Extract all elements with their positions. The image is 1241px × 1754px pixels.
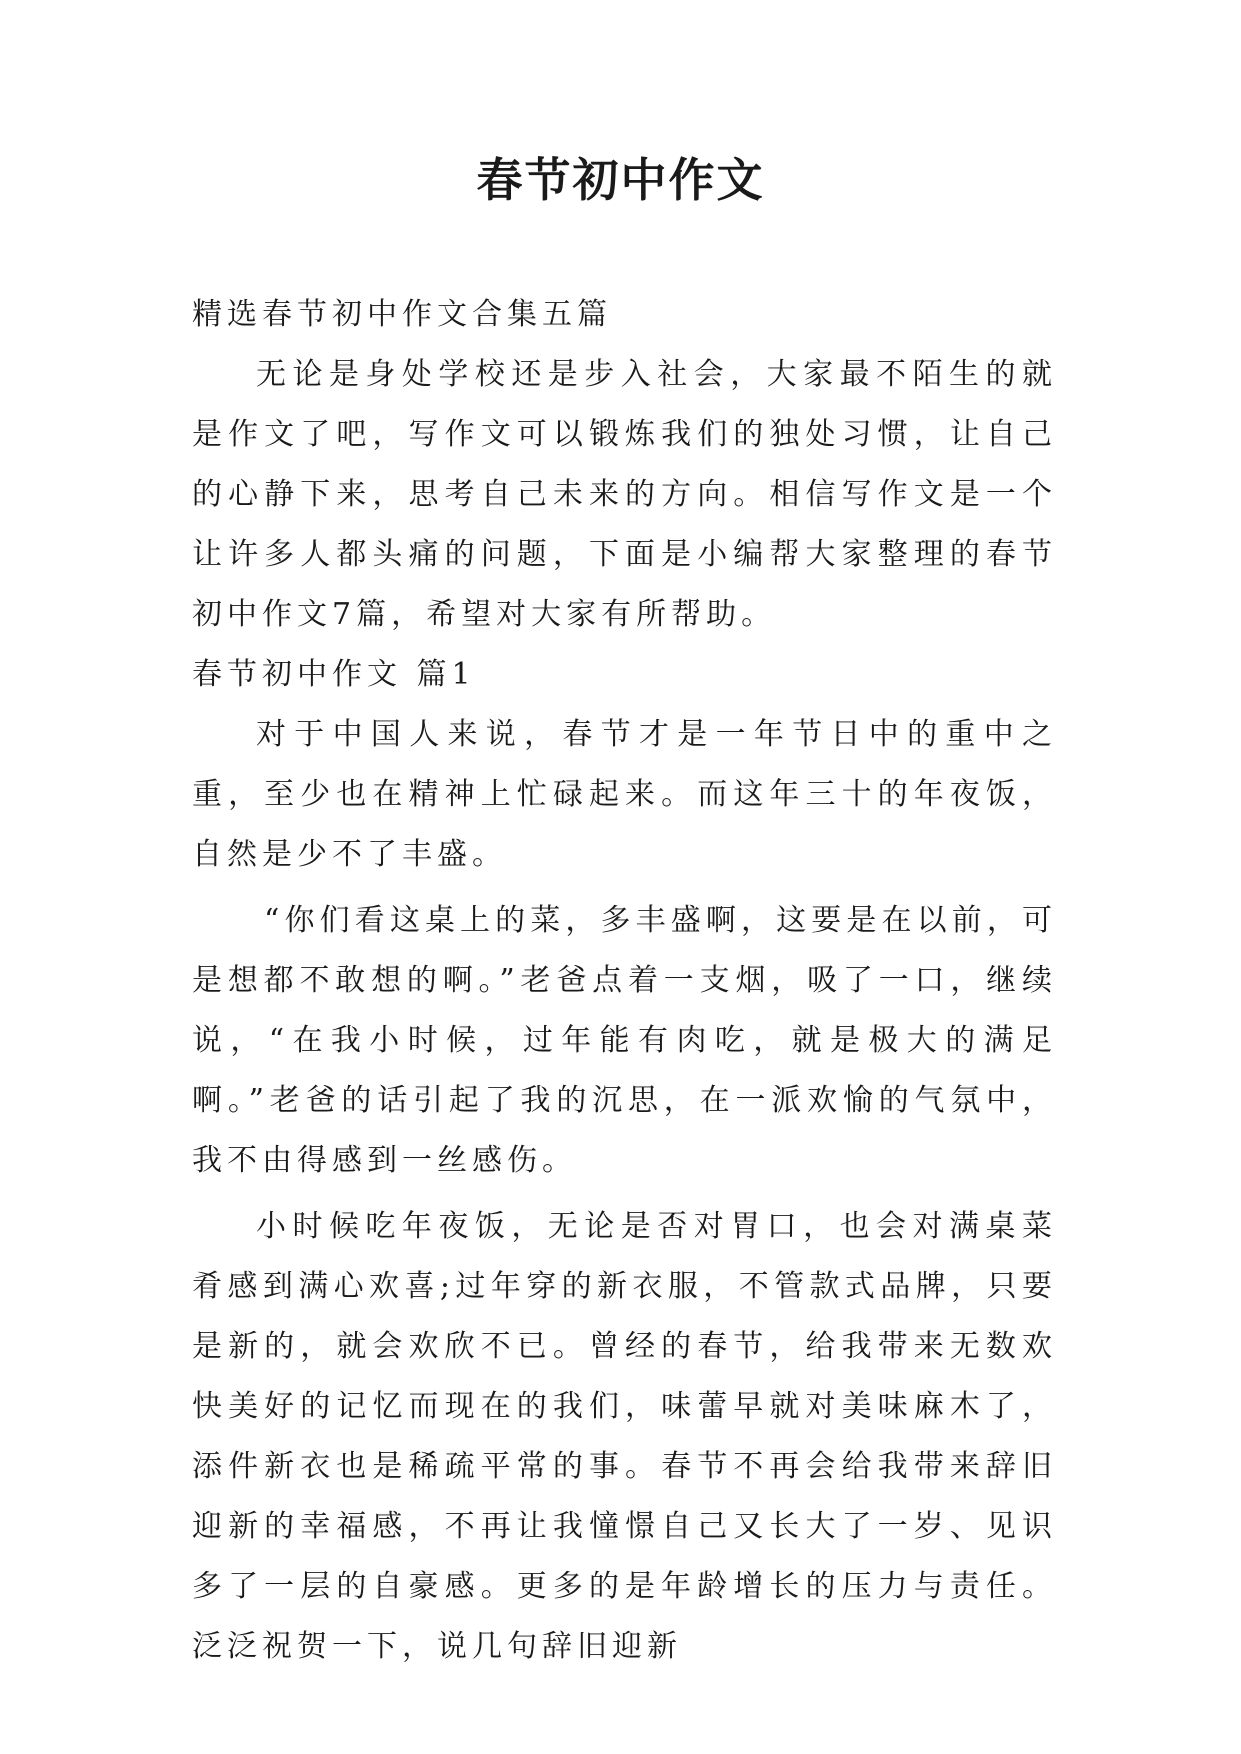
essay-paragraph-2: “你们看这桌上的菜，多丰盛啊，这要是在以前，可是想都不敢想的啊。”老爸点着一支烟，吸了一口，继续说，“在我小时候，过年能有肉吃，就是极大的满足啊。”老爸的话引起了我的沉思，在一派欢愉的气氛中，我不由得感到一丝感伤。 (192, 903, 1057, 1178)
essay-paragraph-3: 小时候吃年夜饭，无论是否对胃口，也会对满桌菜肴感到满心欢喜;过年穿的新衣服，不管款式品牌，只要是新的，就会欢欣不已。曾经的春节，给我带来无数欢快美好的记忆而现在的我们，味蕾早就对美味麻木了，添件新衣也是稀疏平常的事。春节不再会给我带来辞旧迎新的幸福感，不再让我憧憬自己又长大了一岁、见识多了一层的自豪感。更多的是年龄增长的压力与责任。泛泛祝贺一下，说几句辞旧迎新 (192, 1209, 1057, 1664)
intro-paragraph: 无论是身处学校还是步入社会，大家最不陌生的就是作文了吧，写作文可以锻炼我们的独处习惯，让自己的心静下来，思考自己未来的方向。相信写作文是一个让许多人都头痛的问题，下面是小编帮大家整理的春节初中作文7篇，希望对大家有所帮助。 (192, 357, 1057, 632)
essay-paragraph-1: 对于中国人来说，春节才是一年节日中的重中之重，至少也在精神上忙碌起来。而这年三十的年夜饭，自然是少不了丰盛。 (192, 717, 1057, 872)
essay-heading: 春节初中作文 篇1 (192, 657, 476, 692)
document-body (192, 285, 1057, 1677)
collection-heading: 精选春节初中作文合集五篇 (192, 297, 612, 332)
document-title: 春节初中作文 (476, 153, 765, 207)
